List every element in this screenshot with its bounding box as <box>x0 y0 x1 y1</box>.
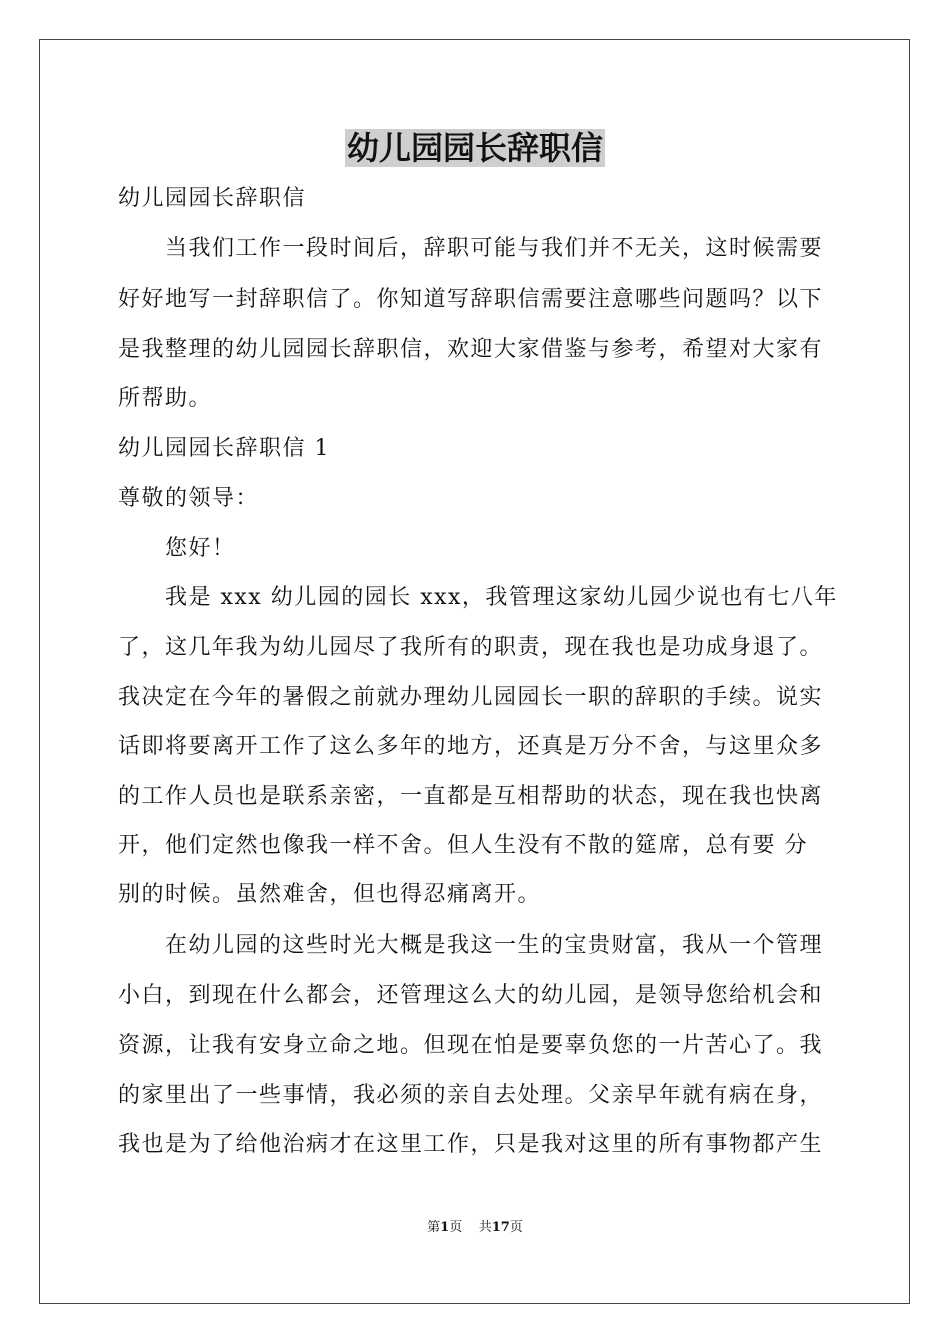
text-line: 我是 xxx 幼儿园的园长 xxx，我管理这家幼儿园少说也有七八年 <box>118 585 838 610</box>
page-frame <box>39 39 910 1304</box>
text-line: 资源，让我有安身立命之地。但现在怕是要辜负您的一片苦心了。我 <box>118 1033 824 1058</box>
text-line: 我决定在今年的暑假之前就办理幼儿园园长一职的辞职的手续。说实 <box>118 685 824 710</box>
total-prefix: 共 <box>478 1220 492 1235</box>
text-line: 了，这几年我为幼儿园尽了我所有的职责，现在我也是功成身退了。 <box>118 635 824 660</box>
document-title: 幼儿园园长辞职信 <box>346 129 603 167</box>
text-line: 幼儿园园长辞职信 <box>118 186 307 211</box>
page-suffix: 页 <box>449 1220 463 1235</box>
text-line: 您好！ <box>118 536 236 561</box>
text-line: 的家里出了一些事情，我必须的亲自去处理。父亲早年就有病在身， <box>118 1083 824 1108</box>
text-line: 当我们工作一段时间后，辞职可能与我们并不无关，这时候需要 <box>118 236 824 261</box>
page-number: 1 <box>440 1220 450 1235</box>
text-line: 尊敬的领导： <box>118 486 260 511</box>
page-footer <box>0 1218 950 1238</box>
text-line: 话即将要离开工作了这么多年的地方，还真是万分不舍，与这里众多 <box>118 734 824 759</box>
text-line: 好好地写一封辞职信了。你知道写辞职信需要注意哪些问题吗？以下 <box>118 287 824 312</box>
text-line: 幼儿园园长辞职信 1 <box>118 436 330 461</box>
total-suffix: 页 <box>509 1220 523 1235</box>
text-line: 小白，到现在什么都会，还管理这么大的幼儿园，是领导您给机会和 <box>118 983 824 1008</box>
text-line: 的工作人员也是联系亲密，一直都是互相帮助的状态，现在我也快离 <box>118 784 824 809</box>
text-line: 开，他们定然也像我一样不舍。但人生没有不散的筵席，总有要 分 <box>118 833 808 858</box>
text-line: 我也是为了给他治病才在这里工作，只是我对这里的所有事物都产生 <box>118 1132 824 1157</box>
total-pages: 17 <box>491 1220 510 1235</box>
text-line: 是我整理的幼儿园园长辞职信，欢迎大家借鉴与参考，希望对大家有 <box>118 337 824 362</box>
page-prefix: 第 <box>427 1220 441 1235</box>
text-line: 在幼儿园的这些时光大概是我这一生的宝贵财富，我从一个管理 <box>118 933 824 958</box>
text-line: 所帮助。 <box>118 386 213 411</box>
text-line: 别的时候。虽然难舍，但也得忍痛离开。 <box>118 882 542 907</box>
